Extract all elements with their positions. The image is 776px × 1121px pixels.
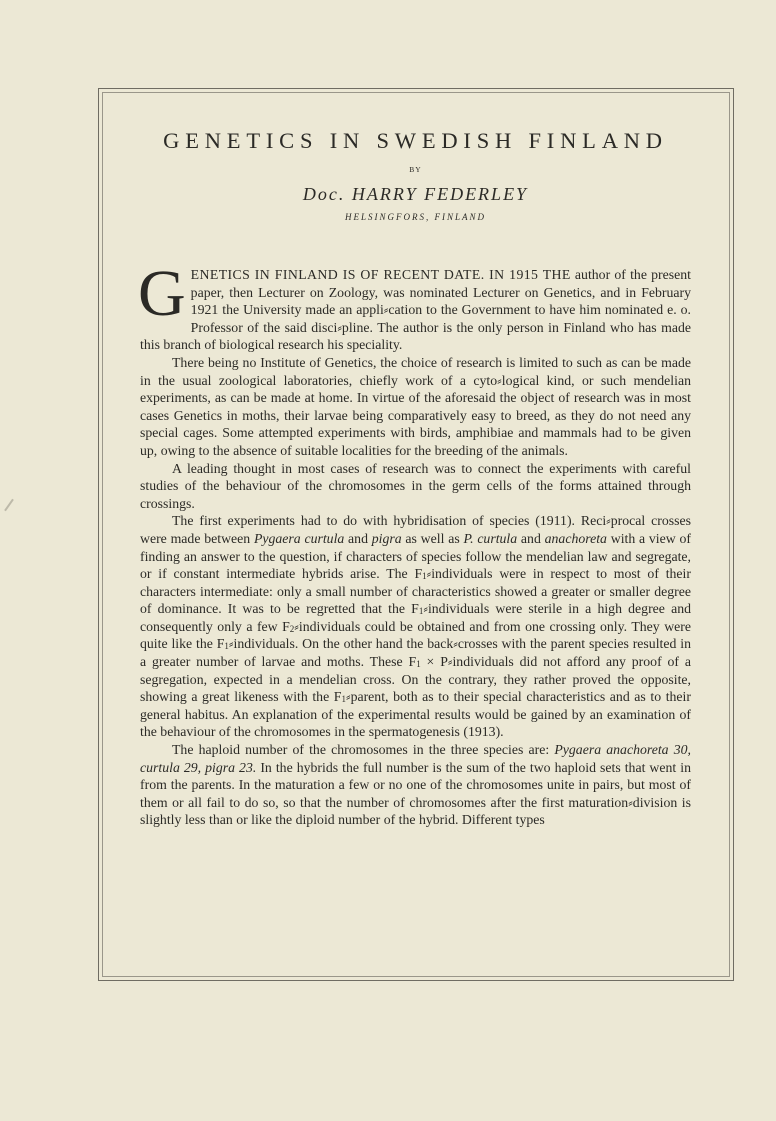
paragraph-5: The haploid number of the chromosomes in the three species are: Pygaera anachoreta 30, curtula 29, pigra 23. In the hybrids the full number is the sum of the two haploid sets that went in from the parents. In the maturation a few or no one of the chromosomes unite in pairs, but most of them or all fail to do so, so that the number of chromosomes after the first maturation⸗division is slightly less than or like the diploid number of the hybrid. Different types — [140, 742, 691, 828]
paper-mark — [4, 499, 14, 512]
paragraph-3: A leading thought in most cases of research was to connect the experiments with careful studies of the behaviour of the chromosomes in the germ cells of the forms attained through crossings. — [140, 460, 691, 511]
author-name: HARRY FEDERLEY — [351, 184, 529, 204]
byline: BY — [409, 165, 422, 174]
article — [140, 128, 691, 829]
author — [140, 184, 691, 205]
drop-cap: G — [138, 257, 186, 330]
paragraph-2: There being no Institute of Genetics, the choice of research is limited to such as can be made in the usual zoological laboratories, chiefly work of a cyto⸗logical kind, or such mendelian experiments, as can be made at home. In virtue of the aforesaid the object of research was in most cases Genetics in moths, their larvae being comparatively easy to breed, as they do not need any special cages. Some attempted experiments with birds, amphibiae and mammals had to be given up, owing to the absence of suitable localities for the breeding of the animals. — [140, 354, 691, 458]
author-prefix: Doc. — [302, 184, 346, 204]
page-title: GENETICS IN SWEDISH FINLAND — [163, 128, 668, 153]
article-body — [138, 257, 692, 829]
lead-caps: ENETICS IN FINLAND IS OF RECENT DATE. IN 1915 THE — [190, 267, 571, 282]
paragraph-1: GENETICS IN FINLAND IS OF RECENT DATE. IN 1915 THE author of the present paper, then Lecturer on Zoology, was nominated Lecturer on Genetics, and in February 1921 the University made an appli⸗cation to the Government to have him nominated e. o. Professor of the said disci⸗pline. The author is the only person in Finland who has made this branch of biological research his speciality. — [138, 257, 691, 353]
affiliation: HELSINGFORS, FINLAND — [345, 212, 486, 222]
paragraph-4: The first experiments had to do with hybridisation of species (1911). Reci⸗procal crosses were made between Pygaera curtula and pigra as well as P. curtula and anachoreta with a view of finding an answer to the question, if characters of species follow the mendelian law and segregate, or if constant intermediate hybrids arise. The $F_1⸗individuals$ were in respect to most of their characters intermediate: only a small number of characteristics showed a greater or smaller degree of dominance. It was to be regretted that the $F_1⸗individuals$ were sterile in a high degree and consequently only a few $F_2⸗individuals$ could be obtained and from one crossing only. They were quite like the $F_1⸗individuals$. On the other hand the back⸗crosses with the parent species resulted in a greater number of larvae and moths. These $F_1$ × P⸗individuals did not afford any proof of a segregation, expected in a mendelian cross. On the contrary, they rather proved the opposite, showing a great likeness with the $F_1⸗parent$, both as to their special characteristics and as to their general habitus. An explanation of the experimental results would be gained by an examination of the behaviour of the chromosomes in the spermatogenesis (1913). — [140, 513, 692, 740]
